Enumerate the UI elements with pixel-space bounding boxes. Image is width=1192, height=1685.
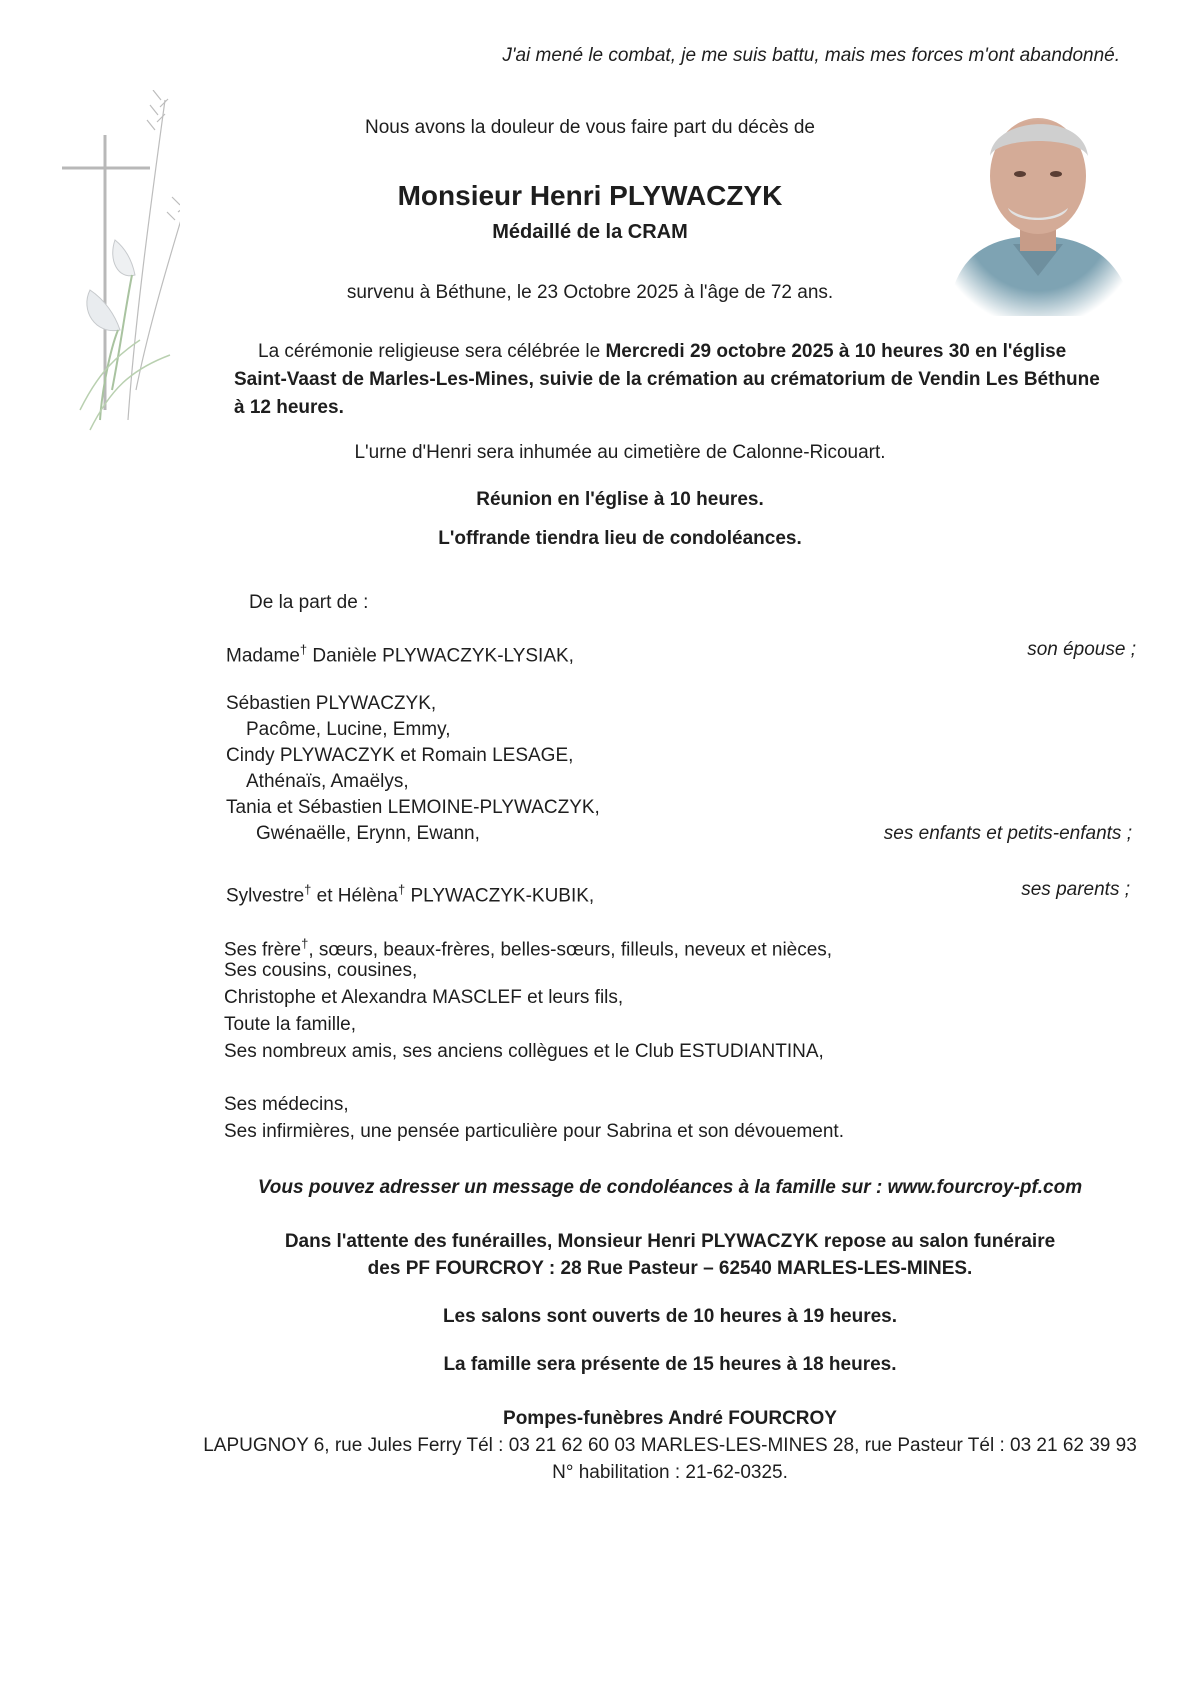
family-line: Toute la famille,: [224, 1014, 357, 1035]
family-presence: La famille sera présente de 15 heures à 18 heures.: [443, 1354, 897, 1375]
ceremony-line-2: Saint-Vaast de Marles-Les-Mines, suivie de la crémation au crématorium de Vendin Les Béthune: [234, 369, 1100, 390]
dagger: †: [398, 882, 406, 897]
grandchildren-line: Pacôme, Lucine, Emmy,: [246, 719, 451, 740]
father-name: Sylvestre: [226, 885, 305, 907]
spouse-role: son épouse ;: [1027, 639, 1136, 660]
friends-line: Ses nombreux amis, ses anciens collègues et le Club ESTUDIANTINA,: [224, 1041, 824, 1062]
offering-info: L'offrande tiendra lieu de condoléances.: [438, 528, 802, 549]
viewing-line-2: des PF FOURCROY : 28 Rue Pasteur – 62540 MARLES-LES-MINES.: [367, 1258, 973, 1279]
spouse-name: [226, 636, 574, 669]
spouse-title: Madame: [226, 645, 300, 667]
parents-name: [226, 876, 594, 909]
ceremony-line-3: à 12 heures.: [234, 397, 344, 418]
cross-lily-decoration-icon: [40, 90, 180, 450]
spouse-fullname: Danièle PLYWACZYK-LYSIAK,: [307, 645, 574, 667]
habilitation-number: N° habilitation : 21-62-0325.: [552, 1462, 788, 1483]
grandchildren-line: Gwénaëlle, Erynn, Ewann,: [256, 823, 480, 844]
siblings-start: Ses frère: [224, 939, 302, 961]
parents-surname: PLYWACZYK-KUBIK,: [405, 885, 595, 907]
deceased-name: Monsieur Henri PLYWACZYK: [397, 180, 783, 211]
parents-role: ses parents ;: [1021, 879, 1130, 900]
death-info: survenu à Béthune, le 23 Octobre 2025 à l'âge de 72 ans.: [346, 282, 834, 303]
quote: J'ai mené le combat, je me suis battu, mais mes forces m'ont abandonné.: [502, 45, 1120, 66]
meeting-info: Réunion en l'église à 10 heures.: [476, 489, 764, 510]
children-line: Sébastien PLYWACZYK,: [226, 693, 437, 714]
company-name: Pompes-funèbres André FOURCROY: [503, 1408, 837, 1429]
dagger: †: [301, 936, 309, 951]
mother-name: et Hélèna: [311, 885, 398, 907]
ceremony-line-1-text: La cérémonie religieuse sera célébrée le: [258, 341, 606, 362]
siblings-rest: , sœurs, beaux-frères, belles-sœurs, filleuls, neveux et nièces,: [308, 939, 833, 961]
portrait-photo: [938, 96, 1138, 316]
children-line: Tania et Sébastien LEMOINE-PLYWACZYK,: [226, 797, 600, 818]
cousins-line: Ses cousins, cousines,: [224, 960, 418, 981]
wheat-icon: [128, 90, 180, 420]
viewing-line-1: Dans l'attente des funérailles, Monsieur Henri PLYWACZYK repose au salon funéraire: [284, 1231, 1056, 1252]
distinction: Médaillé de la CRAM: [492, 221, 688, 243]
children-line: Cindy PLYWACZYK et Romain LESAGE,: [226, 745, 574, 766]
nurses-line: Ses infirmières, une pensée particulière pour Sabrina et son dévouement.: [224, 1121, 844, 1142]
doctors-line: Ses médecins,: [224, 1094, 349, 1115]
from-label: De la part de :: [249, 592, 369, 613]
announcement: Nous avons la douleur de vous faire part du décès de: [365, 117, 815, 138]
ceremony-date: Mercredi 29 octobre 2025 à 10 heures 30 en l'église: [605, 341, 1067, 362]
condolences-message: Vous pouvez adresser un message de condoléances à la famille sur : www.fourcroy-pf.com: [257, 1177, 1083, 1198]
children-role: ses enfants et petits-enfants ;: [883, 823, 1132, 844]
dagger: †: [304, 882, 312, 897]
masclef-line: Christophe et Alexandra MASCLEF et leurs fils,: [224, 987, 624, 1008]
lily-icon: [80, 240, 170, 430]
ceremony-line-1: [258, 338, 1066, 365]
urn-info: L'urne d'Henri sera inhumée au cimetière de Calonne-Ricouart.: [354, 442, 886, 463]
company-addresses: LAPUGNOY 6, rue Jules Ferry Tél : 03 21 62 60 03 MARLES-LES-MINES 28, rue Pasteur Tél : 03 21 62 39 93: [203, 1435, 1137, 1456]
grandchildren-line: Athénaïs, Amaëlys,: [246, 771, 409, 792]
salon-hours: Les salons sont ouverts de 10 heures à 19 heures.: [442, 1306, 898, 1327]
dagger: †: [299, 642, 308, 657]
